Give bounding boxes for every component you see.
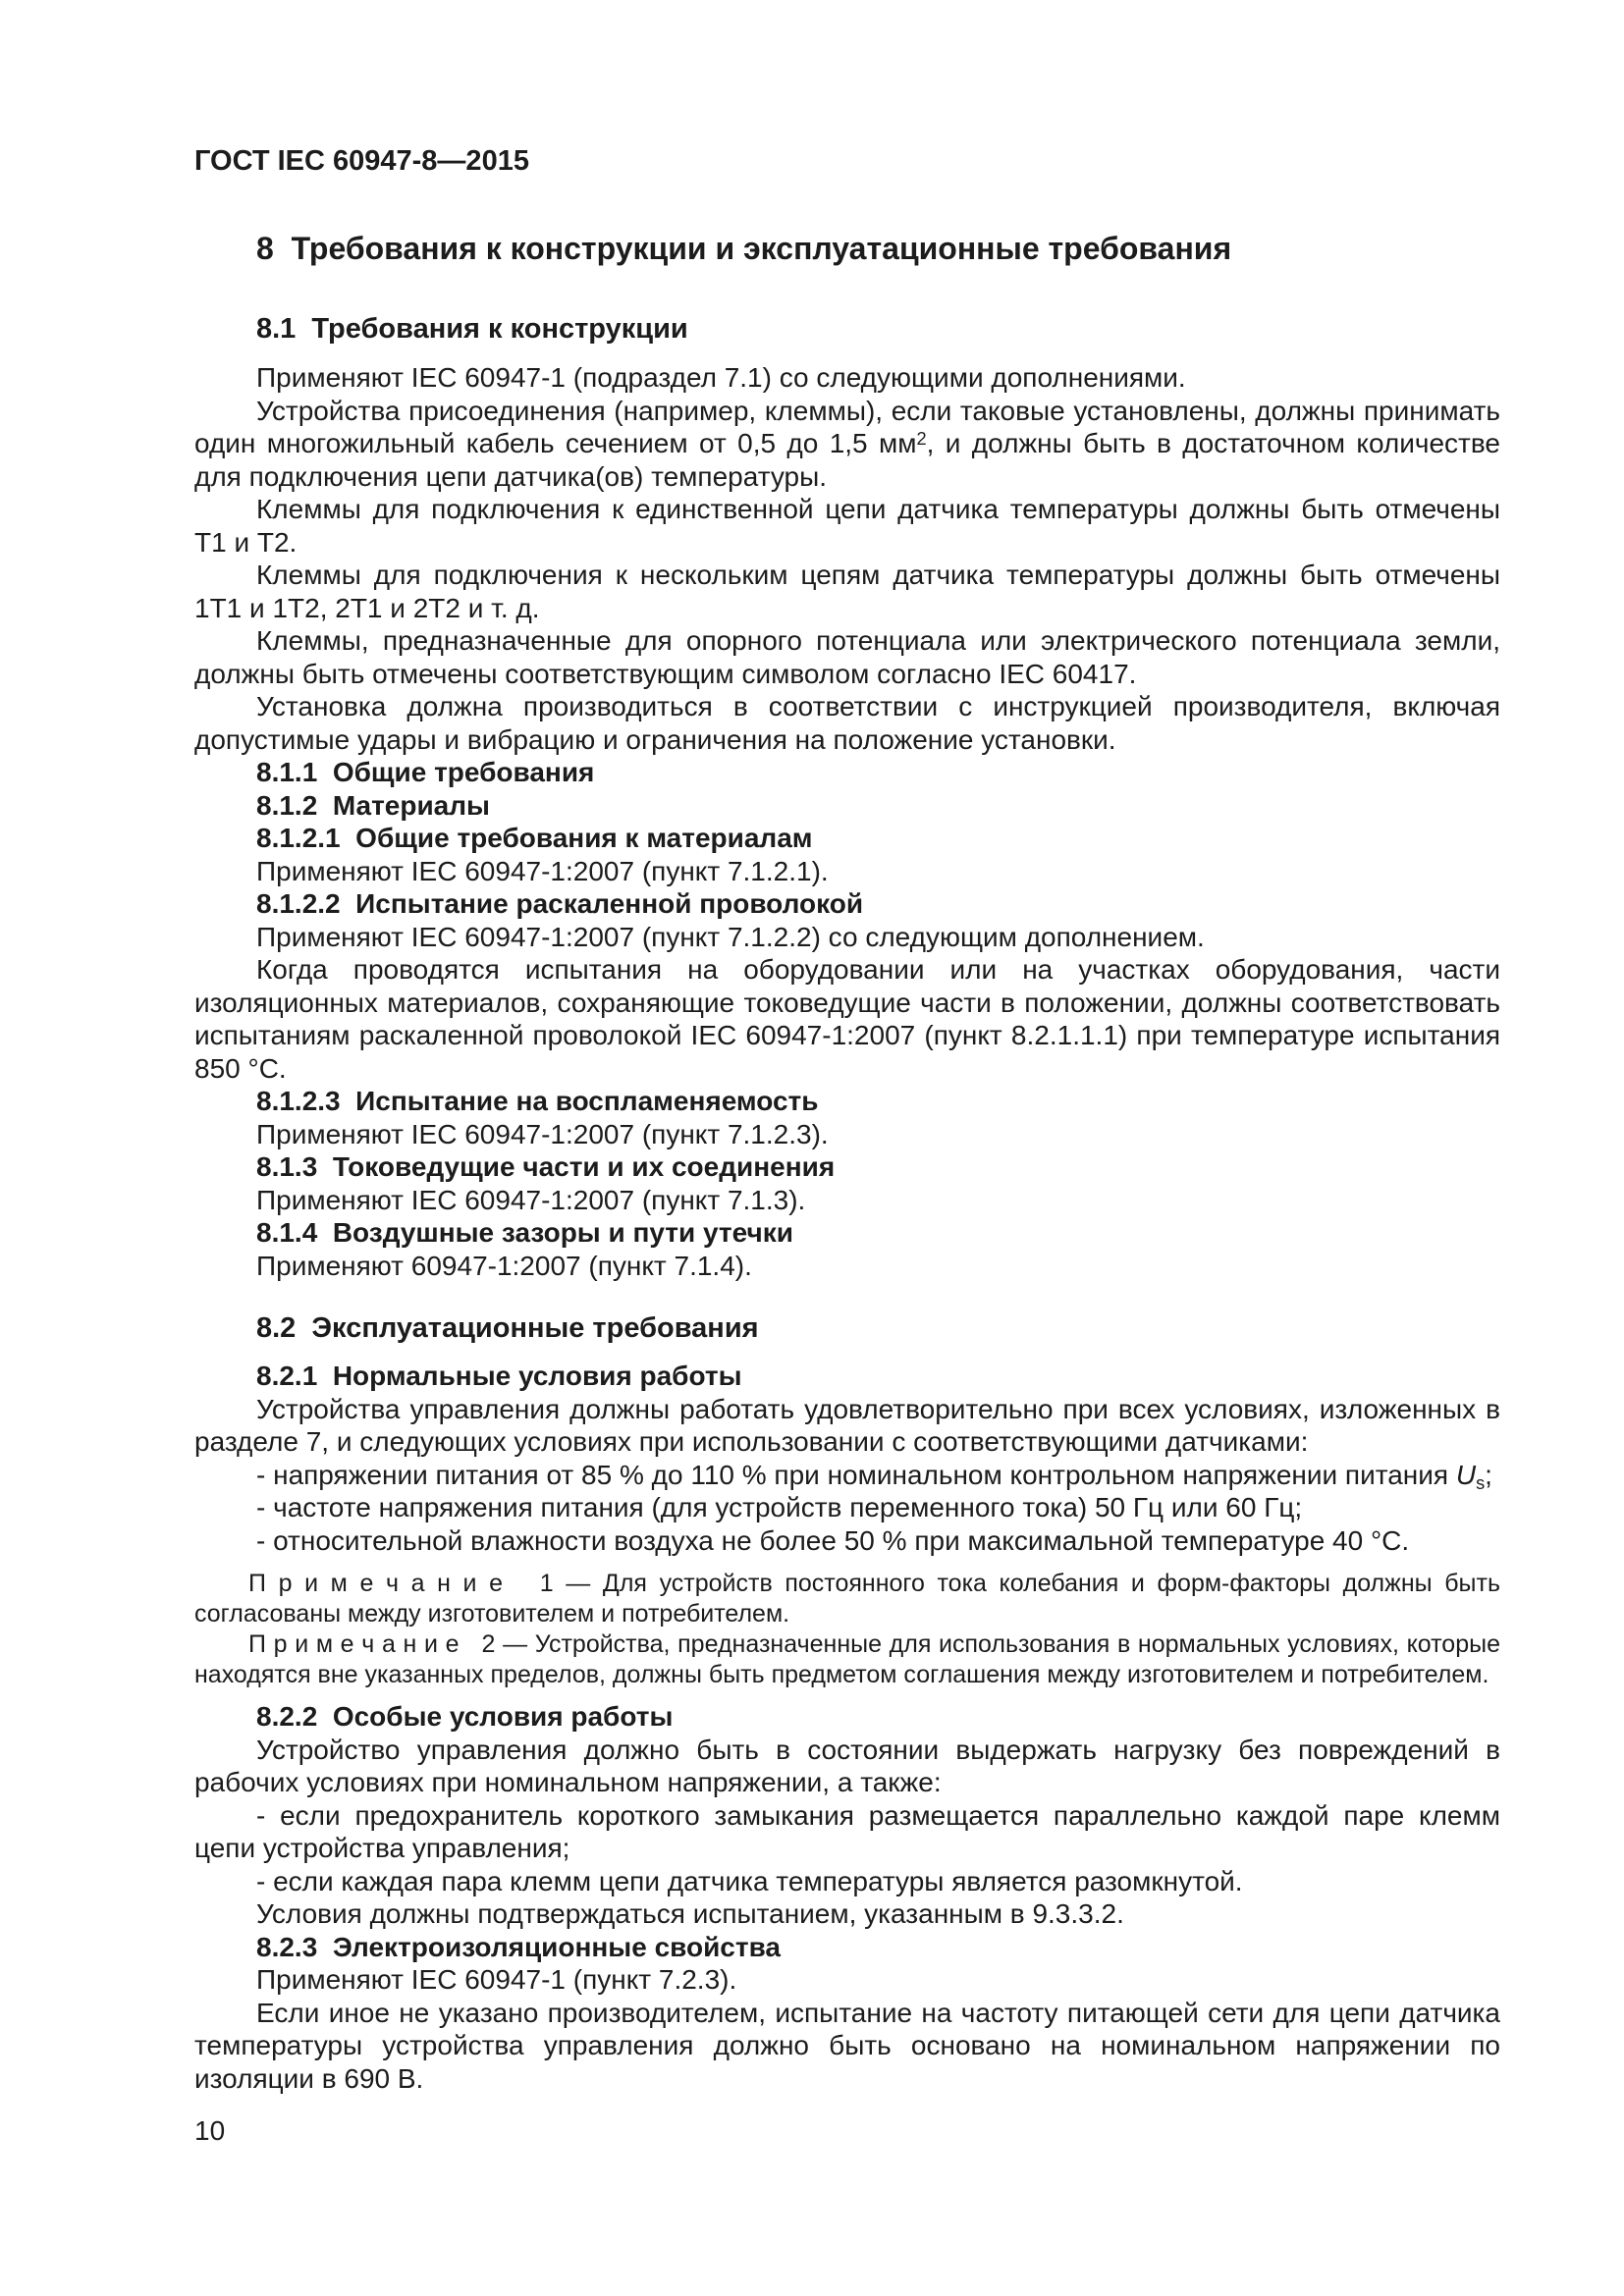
paragraph-8-1-2-2: Применяют IEC 60947-1:2007 (пункт 7.1.2.2) со следующим дополнением. bbox=[256, 921, 1205, 952]
heading-8-1-2: 8.1.2 Материалы bbox=[256, 789, 490, 821]
note-1-text: Для устройств постоянного тока колебания и форм-факторы должны быть согласованы между изготовителем и потребителем. bbox=[194, 1570, 1500, 1628]
heading-8-2-3: 8.2.3 Электроизоляционные свойства bbox=[256, 1931, 781, 1962]
paragraph-8-1-2-1: Применяют IEC 60947-1:2007 (пункт 7.1.2.1). bbox=[256, 855, 829, 886]
note-1-label: П р и м е ч а н и е 1 — bbox=[248, 1570, 603, 1597]
paragraph-terminals-text: Устройства присоединения (например, клеммы), если таковые установлены, должны принимать один многожильный кабель сечением от 0,5 до 1,5 мм bbox=[194, 395, 1500, 458]
note-2 bbox=[194, 1629, 1500, 1690]
paragraph-special-conditions: Устройство управления должно быть в состоянии выдержать нагрузку без повреждений в рабочих условиях при номинальном напряжении, а также: bbox=[194, 1734, 1500, 1797]
heading-8-1-4: 8.1.4 Воздушные зазоры и пути утечки bbox=[256, 1217, 793, 1248]
section-8-title: 8 Требования к конструкции и эксплуатационные требования bbox=[256, 231, 1232, 266]
paragraph-glow-wire-test: Когда проводятся испытания на оборудовании или на участках оборудования, части изоляционных материалов, сохраняющие токоведущие части в положении, должны соответствовать испытаниям раскаленной проволокой IEC 60947-1:2007 (пункт 8.2.1.1.1) при температуре испытания 850 °С. bbox=[194, 954, 1500, 1084]
heading-8-1-2-1: 8.1.2.1 Общие требования к материалам bbox=[256, 823, 813, 853]
symbol-Us: U bbox=[1455, 1459, 1477, 1490]
paragraph-dielectric: Если иное не указано производителем, испытание на частоту питающей сети для цепи датчика температуры устройства управления должно быть основано на номинальном напряжении по изоляции в 690 В. bbox=[194, 1997, 1500, 2094]
paragraph-single-circuit: Клеммы для подключения к единственной цепи датчика температуры должны быть отмечены Т1 и Т2. bbox=[194, 494, 1500, 558]
paragraph-normal-conditions: Устройства управления должны работать удовлетворительно при всех условиях, изложенных в разделе 7, и следующих условиях при использовании с соответствующими датчиками: bbox=[194, 1393, 1500, 1457]
notes-block bbox=[194, 1569, 1500, 1690]
note-1 bbox=[194, 1569, 1500, 1629]
superscript-2: 2 bbox=[916, 428, 927, 449]
heading-8-1-2-2: 8.1.2.2 Испытание раскаленной проволокой bbox=[256, 888, 864, 919]
list-item-open-pair: - если каждая пара клемм цепи датчика температуры является разомкнутой. bbox=[256, 1865, 1243, 1896]
heading-8-2-1: 8.2.1 Нормальные условия работы bbox=[256, 1361, 742, 1391]
list-item-fuse: - если предохранитель короткого замыкания размещается параллельно каждой паре клемм цепи устройства управления; bbox=[194, 1799, 1500, 1863]
page-number: 10 bbox=[194, 2115, 226, 2146]
paragraph-terminals-text-cont: , и должны быть в достаточном количестве для подключения цепи датчика(ов) температуры. bbox=[194, 428, 1500, 492]
paragraph-8-1-3: Применяют IEC 60947-1:2007 (пункт 7.1.3). bbox=[256, 1184, 806, 1215]
list-item-supply-voltage-text: - напряжении питания от 85 % до 110 % при номинальном контрольном напряжении питания bbox=[256, 1459, 1456, 1490]
heading-8-2-2: 8.2.2 Особые условия работы bbox=[256, 1701, 674, 1732]
paragraph-terminals bbox=[194, 395, 1500, 494]
subscript-s: s bbox=[1476, 1472, 1486, 1493]
note-2-text: Устройства, предназначенные для использования в нормальных условиях, которые находятся вне указанных пределов, должны быть предметом соглашения между изготовителем и потребителем. bbox=[194, 1630, 1500, 1688]
list-item-humidity: - относительной влажности воздуха не более 50 % при максимальной температуре 40 °С. bbox=[256, 1524, 1410, 1556]
running-header: ГОСТ IEC 60947-8—2015 bbox=[194, 145, 529, 177]
list-item-supply-voltage bbox=[194, 1459, 1500, 1492]
list-item-supply-voltage-end: ; bbox=[1485, 1459, 1492, 1490]
paragraph-earth-terminals: Клеммы, предназначенные для опорного потенциала или электрического потенциала земли, должны быть отмечены соответствующим символом согласно IEC 60417. bbox=[194, 625, 1500, 689]
heading-8-1-1: 8.1.1 Общие требования bbox=[256, 757, 595, 787]
section-8-1-title: 8.1 Требования к конструкции bbox=[256, 313, 688, 345]
section-8-2-title: 8.2 Эксплуатационные требования bbox=[256, 1312, 759, 1344]
paragraph-8-1-2-3: Применяют IEC 60947-1:2007 (пункт 7.1.2.3). bbox=[256, 1118, 829, 1149]
paragraph-8-2-3: Применяют IEC 60947-1 (пункт 7.2.3). bbox=[256, 1964, 737, 1995]
list-item-frequency: - частоте напряжения питания (для устройств переменного тока) 50 Гц или 60 Гц; bbox=[256, 1492, 1303, 1522]
paragraph-confirm-test: Условия должны подтверждаться испытанием, указанным в 9.3.3.2. bbox=[256, 1898, 1124, 1929]
heading-8-1-2-3: 8.1.2.3 Испытание на воспламеняемость bbox=[256, 1086, 819, 1116]
document-content bbox=[194, 147, 1500, 2147]
paragraph-multi-circuit: Клеммы для подключения к нескольким цепям датчика температуры должны быть отмечены 1Т1 и 1Т2, 2Т1 и 2Т2 и т. д. bbox=[194, 560, 1500, 623]
paragraph-apply-8-1: Применяют IEC 60947-1 (подраздел 7.1) со следующими дополнениями. bbox=[256, 362, 1186, 393]
note-2-label: П р и м е ч а н и е 2 — bbox=[248, 1630, 535, 1658]
heading-8-1-3: 8.1.3 Токоведущие части и их соединения bbox=[256, 1151, 836, 1182]
paragraph-installation: Установка должна производиться в соответствии с инструкцией производителя, включая допустимые удары и вибрацию и ограничения на положение установки. bbox=[194, 691, 1500, 755]
paragraph-8-1-4: Применяют 60947-1:2007 (пункт 7.1.4). bbox=[256, 1250, 752, 1281]
